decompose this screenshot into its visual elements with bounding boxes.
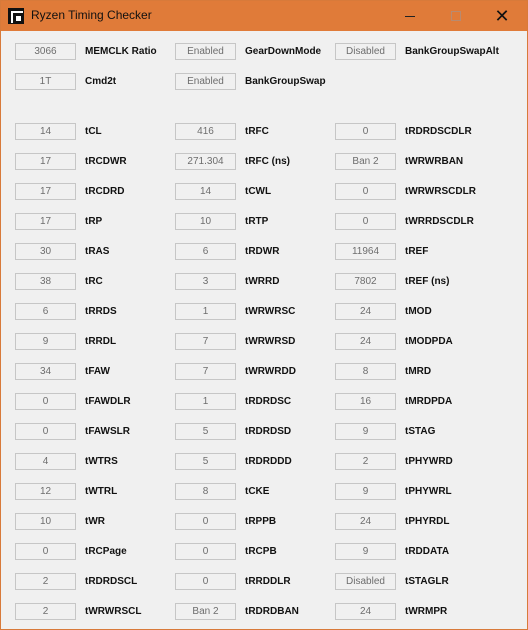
bankgroupswapalt-label: BankGroupSwapAlt — [405, 46, 499, 57]
twrrd-label: tWRRD — [245, 276, 280, 287]
twtrs-value-field[interactable]: 4 — [15, 453, 76, 470]
trcpage-value-field[interactable]: 0 — [15, 543, 76, 560]
tphywrl-label: tPHYWRL — [405, 486, 452, 497]
tmrdpda-value-field[interactable]: 16 — [335, 393, 396, 410]
twrwrscl-value-field[interactable]: 2 — [15, 603, 76, 620]
minimize-button[interactable] — [387, 1, 433, 31]
twrwrdd-value-field[interactable]: 7 — [175, 363, 236, 380]
tstag-value-field[interactable]: 9 — [335, 423, 396, 440]
twrwrdd-label: tWRWRDD — [245, 366, 296, 377]
trddata-label: tRDDATA — [405, 546, 450, 557]
trrds-label: tRRDS — [85, 306, 117, 317]
tcl-label: tCL — [85, 126, 102, 137]
trdwr-label: tRDWR — [245, 246, 280, 257]
trdrdsd-value-field[interactable]: 5 — [175, 423, 236, 440]
trppb-label: tRPPB — [245, 516, 277, 527]
trfc-ns-label: tRFC (ns) — [245, 156, 290, 167]
close-icon: ✕ — [494, 5, 510, 26]
cmd2t-value-field[interactable]: 1T — [15, 73, 76, 90]
twr-label: tWR — [85, 516, 105, 527]
title-bar[interactable] — [1, 1, 527, 31]
app-logo-icon — [8, 8, 24, 24]
twrwrscdlr-label: tWRWRSCDLR — [405, 186, 476, 197]
trfc-value-field[interactable]: 416 — [175, 123, 236, 140]
tcwl-label: tCWL — [245, 186, 272, 197]
tfawdlr-value-field[interactable]: 0 — [15, 393, 76, 410]
trcdwr-label: tRCDWR — [85, 156, 127, 167]
trdrdsc-label: tRDRDSC — [245, 396, 292, 407]
tmrd-label: tMRD — [405, 366, 432, 377]
twrwrscdlr-value-field[interactable]: 0 — [335, 183, 396, 200]
maximize-icon — [451, 11, 461, 21]
trrddlr-value-field[interactable]: 0 — [175, 573, 236, 590]
tphywrd-value-field[interactable]: 2 — [335, 453, 396, 470]
tcke-value-field[interactable]: 8 — [175, 483, 236, 500]
tfawslr-value-field[interactable]: 0 — [15, 423, 76, 440]
geardownmode-value-field[interactable]: Enabled — [175, 43, 236, 60]
twrwrscl-label: tWRWRSCL — [85, 606, 142, 617]
twtrl-value-field[interactable]: 12 — [15, 483, 76, 500]
tmodpda-label: tMODPDA — [405, 336, 453, 347]
twrmpr-label: tWRMPR — [405, 606, 448, 617]
bankgroupswap-value-field[interactable]: Enabled — [175, 73, 236, 90]
window-title: Ryzen Timing Checker — [31, 8, 152, 22]
tref-label: tREF — [405, 246, 429, 257]
tfawslr-label: tFAWSLR — [85, 426, 130, 437]
twrwrsd-label: tWRWRSD — [245, 336, 296, 347]
trdrdscdlr-label: tRDRDSCDLR — [405, 126, 472, 137]
tfaw-label: tFAW — [85, 366, 110, 377]
trcpb-label: tRCPB — [245, 546, 277, 557]
trc-label: tRC — [85, 276, 103, 287]
tmodpda-value-field[interactable]: 24 — [335, 333, 396, 350]
trdrdban-label: tRDRDBAN — [245, 606, 299, 617]
tphyrdl-value-field[interactable]: 24 — [335, 513, 396, 530]
tfawdlr-label: tFAWDLR — [85, 396, 131, 407]
twrwrsd-value-field[interactable]: 7 — [175, 333, 236, 350]
tcwl-value-field[interactable]: 14 — [175, 183, 236, 200]
twtrs-label: tWTRS — [85, 456, 118, 467]
trtp-label: tRTP — [245, 216, 269, 227]
close-button[interactable] — [479, 1, 525, 31]
tphywrl-value-field[interactable]: 9 — [335, 483, 396, 500]
cmd2t-label: Cmd2t — [85, 76, 117, 87]
trfc-ns-value-field[interactable]: 271.304 — [175, 153, 236, 170]
tmrdpda-label: tMRDPDA — [405, 396, 453, 407]
tras-label: tRAS — [85, 246, 110, 257]
twrwrsc-value-field[interactable]: 1 — [175, 303, 236, 320]
trrdl-label: tRRDL — [85, 336, 117, 347]
trcdwr-value-field[interactable]: 17 — [15, 153, 76, 170]
trtp-value-field[interactable]: 10 — [175, 213, 236, 230]
twrwrban-value-field[interactable]: Ban 2 — [335, 153, 396, 170]
minimize-icon — [405, 16, 415, 17]
twrrdscdlr-value-field[interactable]: 0 — [335, 213, 396, 230]
tref-ns-value-field[interactable]: 7802 — [335, 273, 396, 290]
trp-value-field[interactable]: 17 — [15, 213, 76, 230]
tras-value-field[interactable]: 30 — [15, 243, 76, 260]
twrwrsc-label: tWRWRSC — [245, 306, 296, 317]
tref-value-field[interactable]: 11964 — [335, 243, 396, 260]
trcpage-label: tRCPage — [85, 546, 127, 557]
bankgroupswapalt-value-field[interactable]: Disabled — [335, 43, 396, 60]
twrwrban-label: tWRWRBAN — [405, 156, 464, 167]
bankgroupswap-label: BankGroupSwap — [245, 76, 326, 87]
trdrdsd-label: tRDRDSD — [245, 426, 292, 437]
tcl-value-field[interactable]: 14 — [15, 123, 76, 140]
trdrddd-label: tRDRDDD — [245, 456, 292, 467]
trppb-value-field[interactable]: 0 — [175, 513, 236, 530]
trdrdscl-label: tRDRDSCL — [85, 576, 138, 587]
memclk-ratio-value-field[interactable]: 3066 — [15, 43, 76, 60]
tstaglr-value-field[interactable]: Disabled — [335, 573, 396, 590]
geardownmode-label: GearDownMode — [245, 46, 322, 57]
trrddlr-label: tRRDDLR — [245, 576, 291, 587]
trrdl-value-field[interactable]: 9 — [15, 333, 76, 350]
tfaw-value-field[interactable]: 34 — [15, 363, 76, 380]
trcdrd-value-field[interactable]: 17 — [15, 183, 76, 200]
trdrdscdlr-value-field[interactable]: 0 — [335, 123, 396, 140]
twrrdscdlr-label: tWRRDSCDLR — [405, 216, 474, 227]
trdrdban-value-field[interactable]: Ban 2 — [175, 603, 236, 620]
trrds-value-field[interactable]: 6 — [15, 303, 76, 320]
tmod-value-field[interactable]: 24 — [335, 303, 396, 320]
twr-value-field[interactable]: 10 — [15, 513, 76, 530]
memclk-ratio-label: MEMCLK Ratio — [85, 46, 157, 57]
tcke-label: tCKE — [245, 486, 270, 497]
trp-label: tRP — [85, 216, 103, 227]
maximize-button[interactable] — [433, 1, 479, 31]
trc-value-field[interactable]: 38 — [15, 273, 76, 290]
trcdrd-label: tRCDRD — [85, 186, 125, 197]
trfc-label: tRFC — [245, 126, 269, 137]
twtrl-label: tWTRL — [85, 486, 118, 497]
tmrd-value-field[interactable]: 8 — [335, 363, 396, 380]
tref-ns-label: tREF (ns) — [405, 276, 450, 287]
tphyrdl-label: tPHYRDL — [405, 516, 450, 527]
tstaglr-label: tSTAGLR — [405, 576, 449, 587]
tmod-label: tMOD — [405, 306, 432, 317]
trcpb-value-field[interactable]: 0 — [175, 543, 236, 560]
twrrd-value-field[interactable]: 3 — [175, 273, 236, 290]
trddata-value-field[interactable]: 9 — [335, 543, 396, 560]
trdwr-value-field[interactable]: 6 — [175, 243, 236, 260]
tstag-label: tSTAG — [405, 426, 436, 437]
trdrdscl-value-field[interactable]: 2 — [15, 573, 76, 590]
trdrddd-value-field[interactable]: 5 — [175, 453, 236, 470]
tphywrd-label: tPHYWRD — [405, 456, 453, 467]
trdrdsc-value-field[interactable]: 1 — [175, 393, 236, 410]
twrmpr-value-field[interactable]: 24 — [335, 603, 396, 620]
